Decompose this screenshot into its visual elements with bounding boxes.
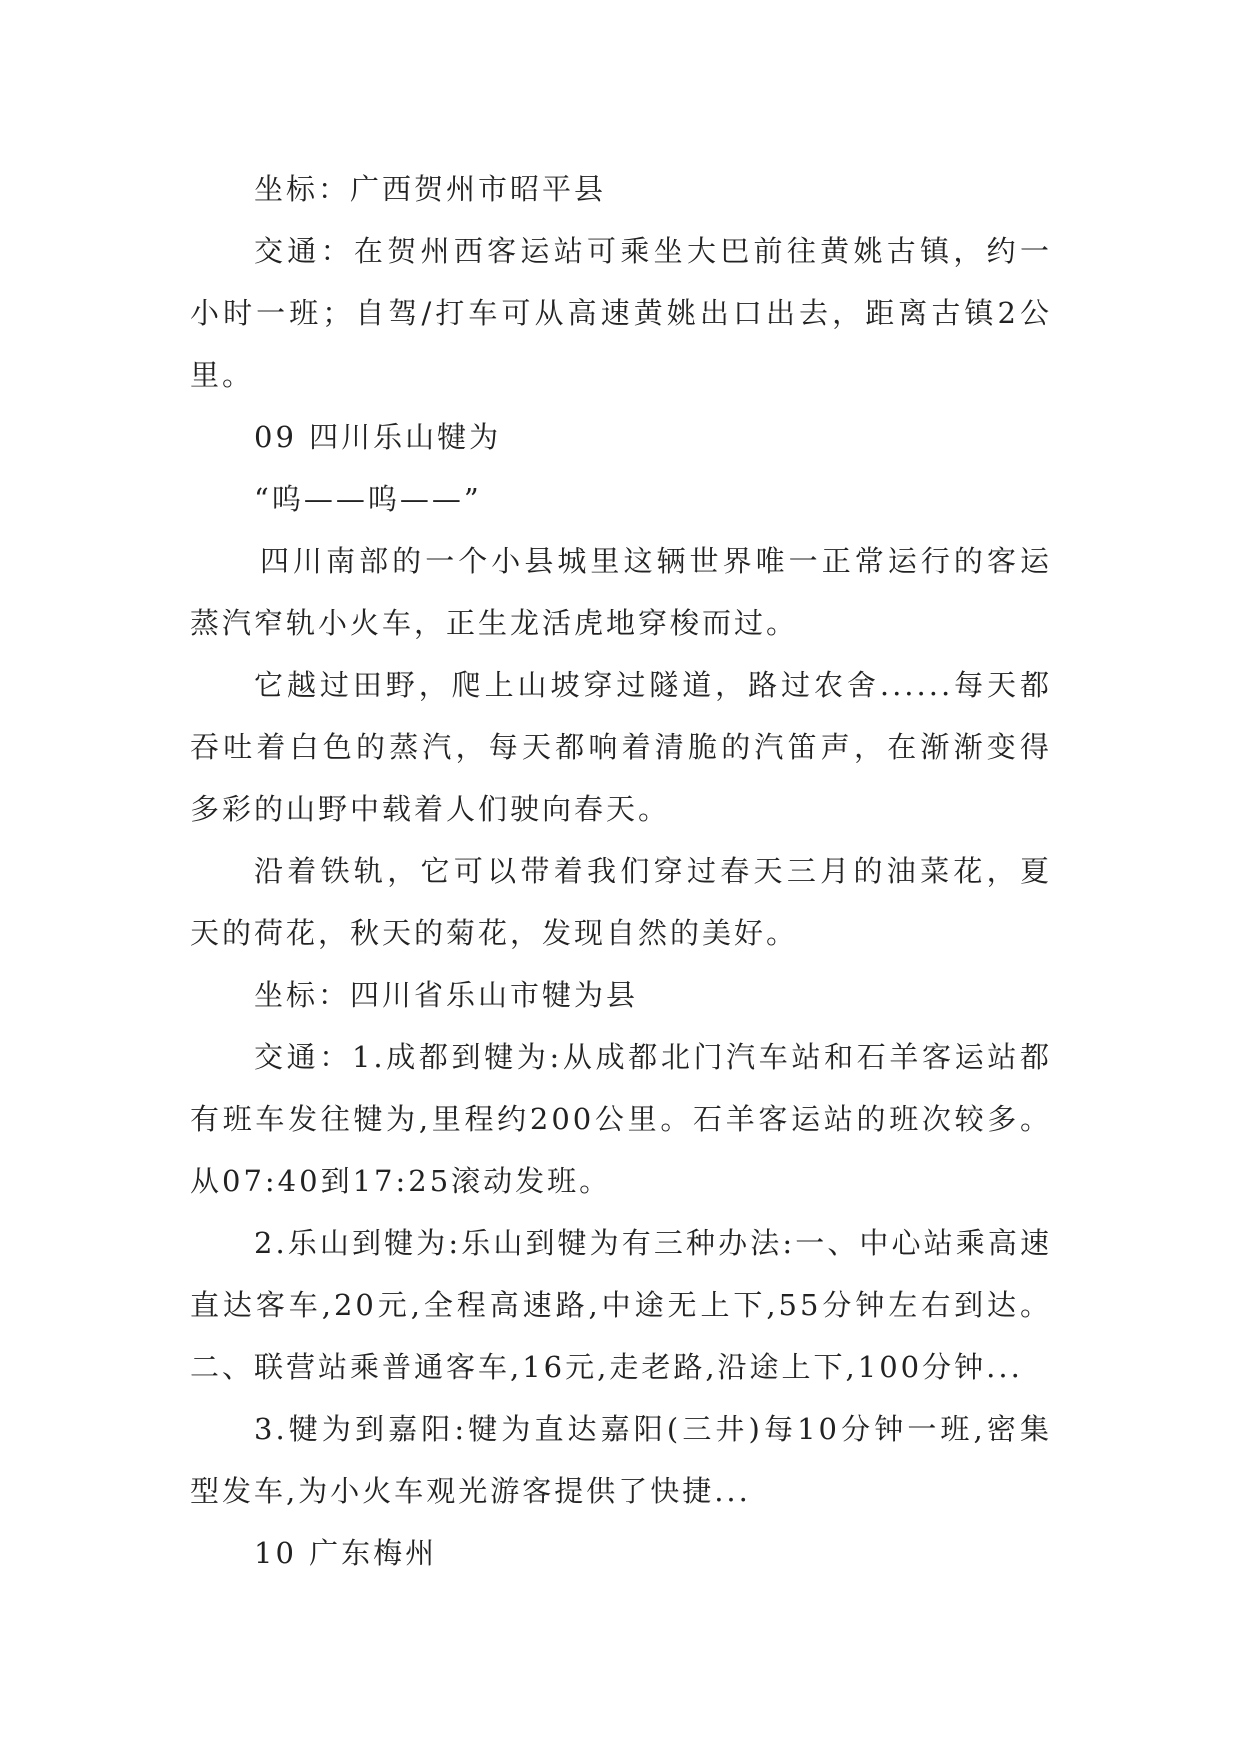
paragraph-steam-train-journey: 它越过田野，爬上山坡穿过隧道，路过农舍......每天都吞吐着白色的蒸汽，每天都响着清脆的汽笛声，在渐渐变得多彩的山野中载着人们驶向春天。	[190, 668, 1052, 826]
quote-whistle: “呜——呜——”	[254, 482, 482, 516]
section-heading-10: 10 广东梅州	[254, 1536, 438, 1570]
coordinate-line-guangxi: 坐标：广西贺州市昭平县	[254, 172, 607, 206]
paragraph-seasons: 沿着铁轨，它可以带着我们穿过春天三月的油菜花，夏天的荷花，秋天的菊花，发现自然的美好。	[190, 854, 1052, 950]
transport-paragraph-jiayang: 3.犍为到嘉阳:犍为直达嘉阳(三井)每10分钟一班,密集型发车,为小火车观光游客提供了快捷...	[190, 1412, 1052, 1508]
paragraph-steam-train-intro: 四川南部的一个小县城里这辆世界唯一正常运行的客运蒸汽窄轨小火车，正生龙活虎地穿梭而过。	[190, 544, 1052, 640]
article-body	[190, 158, 1052, 1584]
transport-paragraph-leshan: 2.乐山到犍为:乐山到犍为有三种办法:一、中心站乘高速直达客车,20元,全程高速路,中途无上下,55分钟左右到达。二、联营站乘普通客车,16元,走老路,沿途上下,100分钟...	[190, 1226, 1052, 1384]
transport-paragraph-huangyao: 交通：在贺州西客运站可乘坐大巴前往黄姚古镇，约一小时一班；自驾/打车可从高速黄姚出口出去，距离古镇2公里。	[190, 234, 1052, 392]
transport-paragraph-chengdu: 交通：1.成都到犍为:从成都北门汽车站和石羊客运站都有班车发往犍为,里程约200公里。石羊客运站的班次较多。从07:40到17:25滚动发班。	[190, 1040, 1052, 1198]
section-heading-09: 09 四川乐山犍为	[254, 420, 502, 454]
coordinate-line-sichuan: 坐标：四川省乐山市犍为县	[254, 978, 639, 1012]
